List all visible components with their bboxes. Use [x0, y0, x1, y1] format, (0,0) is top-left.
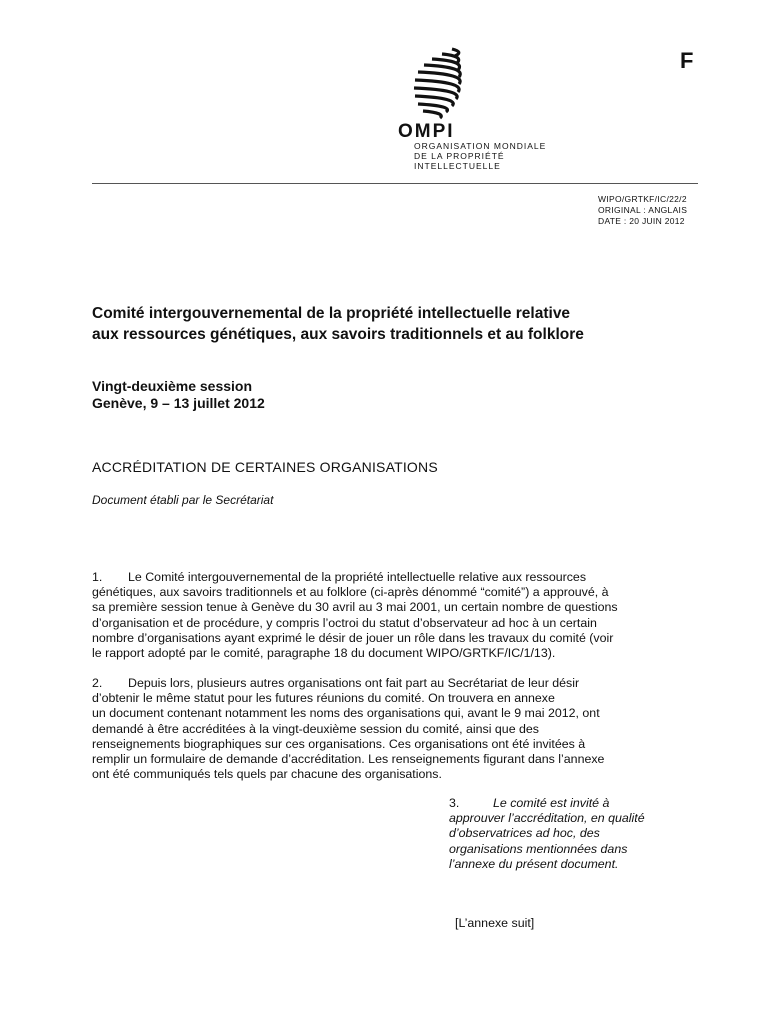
prepared-by: Document établi par le Secrétariat	[92, 493, 274, 507]
paragraph-line	[92, 570, 698, 585]
paragraph-line: demandé à être accréditées à la vingt-deuxième session du comité, ainsi que des	[92, 721, 540, 736]
wipo-logo-icon	[412, 46, 464, 122]
decision-line: d’observatrices ad hoc, des	[449, 826, 600, 841]
doc-symbol: WIPO/GRTKF/IC/22/2	[598, 194, 687, 204]
paragraph-2	[92, 676, 698, 782]
decision-line	[449, 796, 699, 811]
decision-line: organisations mentionnées dans	[449, 841, 628, 856]
paragraph-number: 2.	[92, 676, 103, 690]
paragraph-number: 1.	[92, 570, 103, 584]
language-code: F	[680, 48, 694, 73]
org-name-line: INTELLECTUELLE	[414, 161, 501, 171]
paragraph-line: un document contenant notamment les noms des organisations qui, avant le 9 mai 2012, ont	[92, 706, 600, 721]
org-name-line: ORGANISATION MONDIALE	[414, 141, 547, 151]
org-abbreviation: OMPI	[398, 121, 455, 142]
paragraph-line: d’organisation et de procédure, y compris l’octroi du statut d’observateur ad hoc à un certain	[92, 615, 597, 630]
paragraph-line: sa première session tenue à Genève du 30 avril au 3 mai 2001, un certain nombre de questions	[92, 600, 618, 615]
committee-title	[92, 303, 712, 345]
title-line: Comité intergouvernemental de la propriété intellectuelle relative	[92, 305, 571, 322]
decision-line: l’annexe du présent document.	[449, 856, 619, 871]
org-full-name	[414, 141, 546, 171]
session-info	[92, 378, 265, 412]
paragraph-line: renseignements biographiques sur ces organisations. Ces organisations ont été invitées à	[92, 736, 586, 751]
paragraph-line: le rapport adopté par le comité, paragraphe 18 du document WIPO/GRTKF/IC/1/13).	[92, 646, 556, 661]
paragraph-line: remplir un formulaire de demande d’accréditation. Les renseignements figurant dans l’annexe	[92, 752, 605, 767]
paragraph-text: Le Comité intergouvernemental de la propriété intellectuelle relative aux ressources	[128, 570, 587, 584]
document-subject: ACCRÉDITATION DE CERTAINES ORGANISATIONS	[92, 459, 438, 475]
decision-line: approuver l’accréditation, en qualité	[449, 811, 645, 826]
decision-text: Le comité est invité à	[493, 796, 610, 810]
title-line: aux ressources génétiques, aux savoirs traditionnels et au folklore	[92, 326, 584, 343]
paragraph-number: 3.	[449, 796, 460, 810]
paragraph-1	[92, 570, 698, 661]
header-divider	[92, 183, 698, 184]
paragraph-line: nombre d’organisations ayant exprimé le désir de jouer un rôle dans les travaux du comité (voir	[92, 630, 614, 645]
session-name: Vingt-deuxième session	[92, 378, 253, 394]
session-place-date: Genève, 9 – 13 juillet 2012	[92, 395, 265, 411]
decision-paragraph	[449, 796, 699, 872]
paragraph-line: ont été communiqués tels quels par chacune des organisations.	[92, 767, 442, 782]
paragraph-text: Depuis lors, plusieurs autres organisations ont fait part au Secrétariat de leur désir	[128, 676, 580, 690]
document-reference	[598, 194, 687, 227]
original-language: ORIGINAL : ANGLAIS	[598, 205, 688, 215]
paragraph-line: génétiques, aux savoirs traditionnels et au folklore (ci-après dénommé “comité”) a approuvé, à	[92, 585, 609, 600]
paragraph-line: d’obtenir le même statut pour les futures réunions du comité. On trouvera en annexe	[92, 691, 555, 706]
document-date: DATE : 20 JUIN 2012	[598, 216, 685, 226]
annex-note: [L’annexe suit]	[455, 916, 535, 930]
org-name-line: DE LA PROPRIÉTÉ	[414, 151, 505, 161]
paragraph-line	[92, 676, 698, 691]
